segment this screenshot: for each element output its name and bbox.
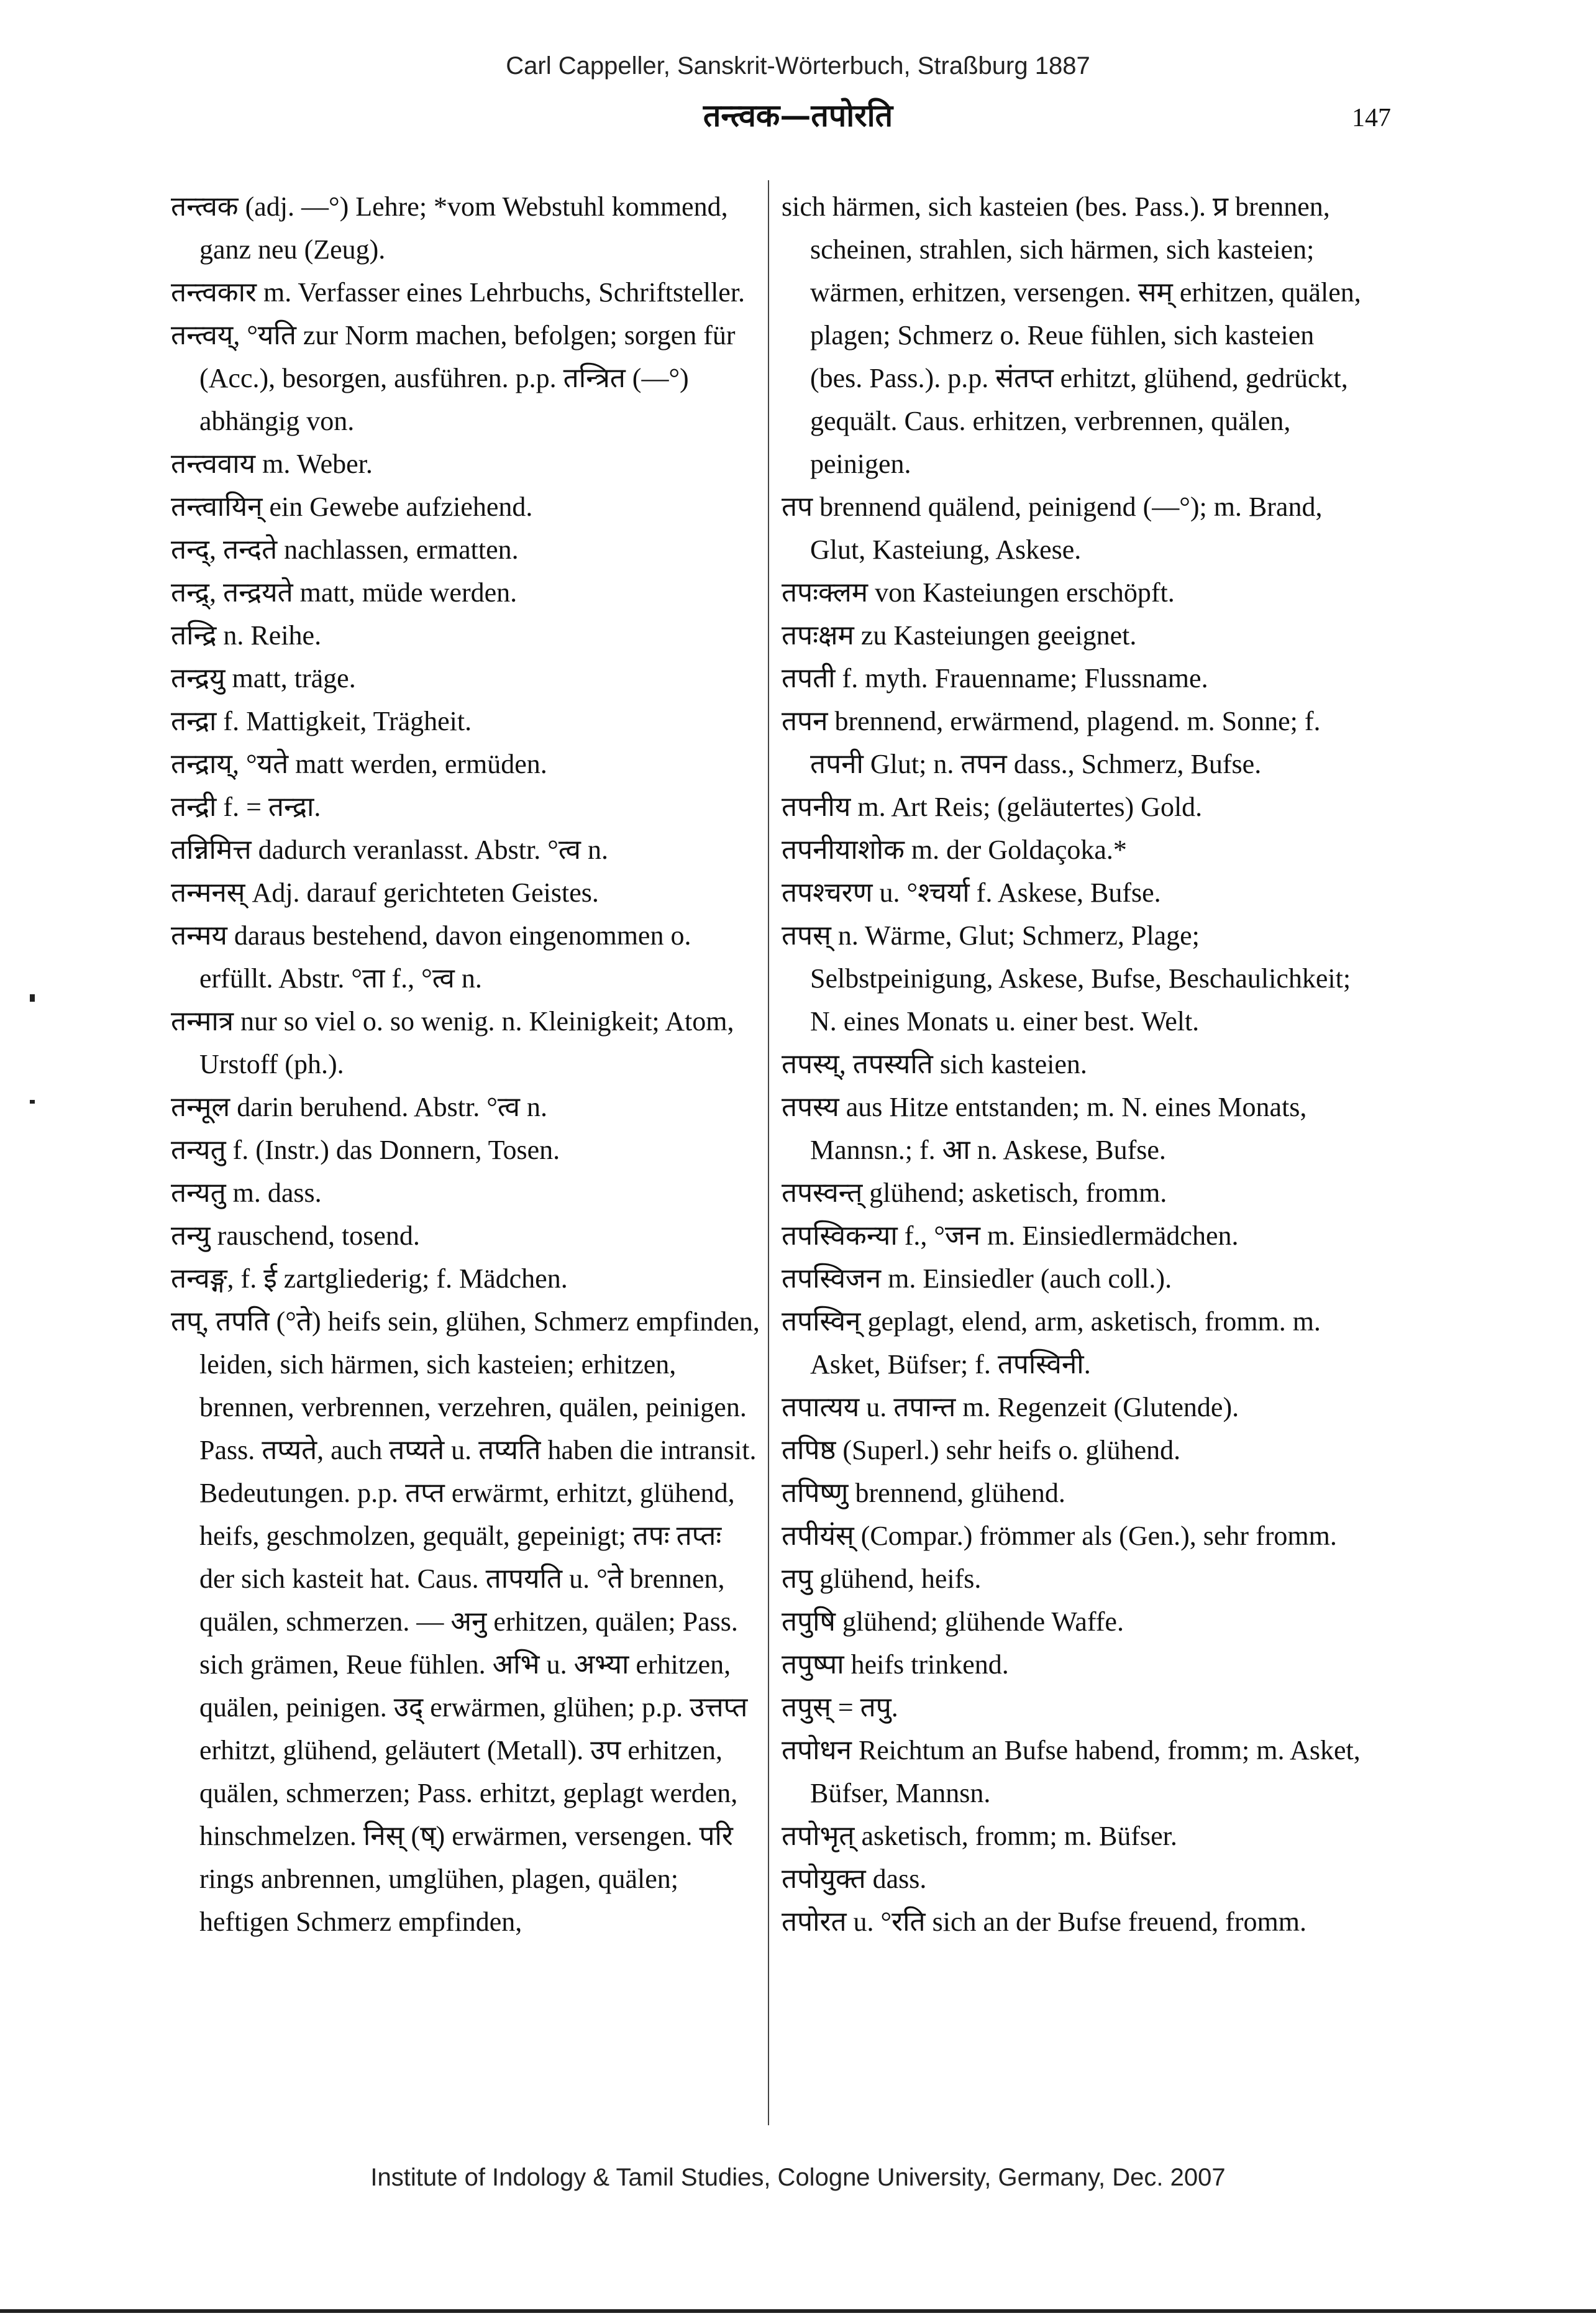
dictionary-entry: तन्त्वायिन् ein Gewebe aufziehend. bbox=[171, 492, 533, 522]
page-number: 147 bbox=[1352, 104, 1391, 132]
right-column bbox=[782, 185, 1366, 1943]
dictionary-entry: तपश्चरण u. °श्चर्या f. Askese, Bufse. bbox=[782, 877, 1161, 908]
dictionary-entry: तन्मात्र nur so viel o. so wenig. n. Kleinigkeit; Atom, Urstoff (ph.). bbox=[171, 1006, 734, 1079]
dictionary-entry: तन्त्ववाय m. Weber. bbox=[171, 449, 373, 479]
scan-artifact bbox=[30, 994, 35, 1002]
dictionary-entry: तन्द्रि n. Reihe. bbox=[171, 620, 322, 651]
dictionary-entry: तपती f. myth. Frauenname; Flussname. bbox=[782, 663, 1208, 694]
dictionary-entry: तन्द्रयु matt, träge. bbox=[171, 663, 356, 694]
dictionary-entry: तपनीय m. Art Reis; (geläutertes) Gold. bbox=[782, 792, 1203, 822]
dictionary-entry: तन्यतु m. dass. bbox=[171, 1178, 322, 1208]
scan-edge-line bbox=[0, 2309, 1596, 2313]
dictionary-entry: तन्मय daraus bestehend, davon eingenommen o. erfüllt. Abstr. °ता f., °त्व n. bbox=[171, 920, 691, 994]
dictionary-entry: तपुषि glühend; glühende Waffe. bbox=[782, 1606, 1124, 1637]
dictionary-entry: तन्निमित्त dadurch veranlasst. Abstr. °त्व n. bbox=[171, 835, 608, 865]
dictionary-entry: तन्मनस् Adj. darauf gerichteten Geistes. bbox=[171, 877, 599, 908]
dictionary-entry: तन्यु rauschend, tosend. bbox=[171, 1220, 420, 1251]
dictionary-entry: तपःक्षम zu Kasteiungen geeignet. bbox=[782, 620, 1137, 651]
dictionary-entry: तपस्विन् geplagt, elend, arm, asketisch, fromm. m. Asket, Büfser; f. तपस्विनी. bbox=[782, 1306, 1321, 1380]
dictionary-entry: तपोभृत् asketisch, fromm; m. Büfser. bbox=[782, 1821, 1177, 1851]
dictionary-entry: तपु glühend, heifs. bbox=[782, 1563, 982, 1594]
dictionary-entry: तपोयुक्त dass. bbox=[782, 1864, 927, 1894]
dictionary-entry: तपात्यय u. तपान्त m. Regenzeit (Glutende). bbox=[782, 1392, 1239, 1422]
dictionary-entry: तन्द्राय्, °यते matt werden, ermüden. bbox=[171, 749, 547, 779]
scan-artifact bbox=[30, 1100, 35, 1104]
running-head: तन्त्वक—तपोरति bbox=[703, 97, 893, 134]
dictionary-entry: तपन brennend, erwärmend, plagend. m. Sonne; f. तपनी Glut; n. तपन dass., Schmerz, Bufse. bbox=[782, 706, 1321, 779]
dictionary-entry: sich härmen, sich kasteien (bes. Pass.). प्र brennen, scheinen, strahlen, sich härmen, sich kasteien; wärmen, erhitzen, versengen. सम् erhitzen, quälen, plagen; Schmerz o. Reue fühlen, sich kasteien (bes. Pass.). p.p. संतप्त erhitzt, glühend, gedrückt, gequält. Caus. erhitzen, verbrennen, quälen, peinigen. bbox=[782, 191, 1361, 479]
dictionary-entry: तपस्विजन m. Einsiedler (auch coll.). bbox=[782, 1263, 1172, 1294]
dictionary-entry: तपस्विकन्या f., °जन m. Einsiedlermädchen. bbox=[782, 1220, 1239, 1251]
dictionary-entry: तपस्वन्त् glühend; asketisch, fromm. bbox=[782, 1178, 1167, 1208]
dictionary-entry: तन्द्री f. = तन्द्रा. bbox=[171, 792, 321, 822]
dictionary-entry: तपस्य्, तपस्यति sich kasteien. bbox=[782, 1049, 1087, 1079]
dictionary-entry: तपिष्णु brennend, glühend. bbox=[782, 1478, 1065, 1508]
dictionary-entry: तन्मूल darin beruhend. Abstr. °त्व n. bbox=[171, 1092, 547, 1122]
dictionary-entry: तपीयंस् (Compar.) frömmer als (Gen.), sehr fromm. bbox=[782, 1521, 1337, 1551]
dictionary-entry: तपिष्ठ (Superl.) sehr heifs o. glühend. bbox=[782, 1435, 1181, 1465]
source-caption: Carl Cappeller, Sanskrit-Wörterbuch, Straßburg 1887 bbox=[506, 52, 1090, 80]
dictionary-entry: तन्त्वकार m. Verfasser eines Lehrbuchs, Schriftsteller. bbox=[171, 277, 746, 308]
dictionary-entry: तपस् n. Wärme, Glut; Schmerz, Plage; Selbstpeinigung, Askese, Bufse, Beschaulichkeit; N. eines Monats u. einer best. Welt. bbox=[782, 920, 1351, 1037]
dictionary-entry: तपुष्पा heifs trinkend. bbox=[782, 1649, 1009, 1680]
dictionary-entry: तन्त्वय्, °यति zur Norm machen, befolgen; sorgen für (Acc.), besorgen, ausführen. p.p. तन्त्रित (—°) abhängig von. bbox=[171, 320, 736, 436]
dictionary-entry: तन्द्र्, तन्द्रयते matt, müde werden. bbox=[171, 577, 518, 608]
dictionary-entry: तन्द्रा f. Mattigkeit, Trägheit. bbox=[171, 706, 472, 736]
dictionary-entry: तन्यतु f. (Instr.) das Donnern, Tosen. bbox=[171, 1135, 560, 1165]
dictionary-entry: तपस्य aus Hitze entstanden; m. N. eines Monats, Mannsn.; f. आ n. Askese, Bufse. bbox=[782, 1092, 1307, 1165]
column-divider bbox=[768, 180, 769, 2125]
institution-caption: Institute of Indology & Tamil Studies, Cologne University, Germany, Dec. 2007 bbox=[370, 2164, 1226, 2191]
dictionary-entry: तन्वङ्ग, f. ई zartgliederig; f. Mädchen. bbox=[171, 1263, 568, 1294]
dictionary-entry: तपनीयाशोक m. der Goldaçoka.* bbox=[782, 835, 1127, 865]
dictionary-entry: तप brennend quälend, peinigend (—°); m. Brand, Glut, Kasteiung, Askese. bbox=[782, 492, 1323, 565]
dictionary-entry: तप्, तपति (°ते) heifs sein, glühen, Schmerz empfinden, leiden, sich härmen, sich kasteien; erhitzen, brennen, verbrennen, verzehren, quälen, peinigen. Pass. तप्यते, auch तप्यते u. तप्यति haben die intransit. Bedeutungen. p.p. तप्त erwärmt, erhitzt, glühend, heifs, geschmolzen, gequält, gepeinigt; तपः तप्तः der sich kasteit hat. Caus. तापयति u. °ते brennen, quälen, schmerzen. — अनु erhitzen, quälen; Pass. sich grämen, Reue fühlen. अभि u. अभ्या erhitzen, quälen, peinigen. उद् erwärmen, glühen; p.p. उत्तप्त erhitzt, glühend, geläutert (Metall). उप erhitzen, quälen, schmerzen; Pass. erhitzt, geplagt werden, hinschmelzen. निस् (ष्) erwärmen, versengen. परि rings anbrennen, umglühen, plagen, quälen; heftigen Schmerz empfinden, bbox=[171, 1306, 760, 1937]
dictionary-entry: तन्द्, तन्दते nachlassen, ermatten. bbox=[171, 534, 519, 565]
left-column bbox=[171, 185, 761, 1943]
dictionary-entry: तपःक्लम von Kasteiungen erschöpft. bbox=[782, 577, 1175, 608]
dictionary-entry: तन्त्वक (adj. —°) Lehre; *vom Webstuhl kommend, ganz neu (Zeug). bbox=[171, 191, 728, 265]
dictionary-entry: तपोधन Reichtum an Bufse habend, fromm; m. Asket, Büfser, Mannsn. bbox=[782, 1735, 1361, 1808]
dictionary-entry: तपोरत u. °रति sich an der Bufse freuend, fromm. bbox=[782, 1907, 1306, 1937]
dictionary-entry: तपुस् = तपु. bbox=[782, 1692, 898, 1723]
